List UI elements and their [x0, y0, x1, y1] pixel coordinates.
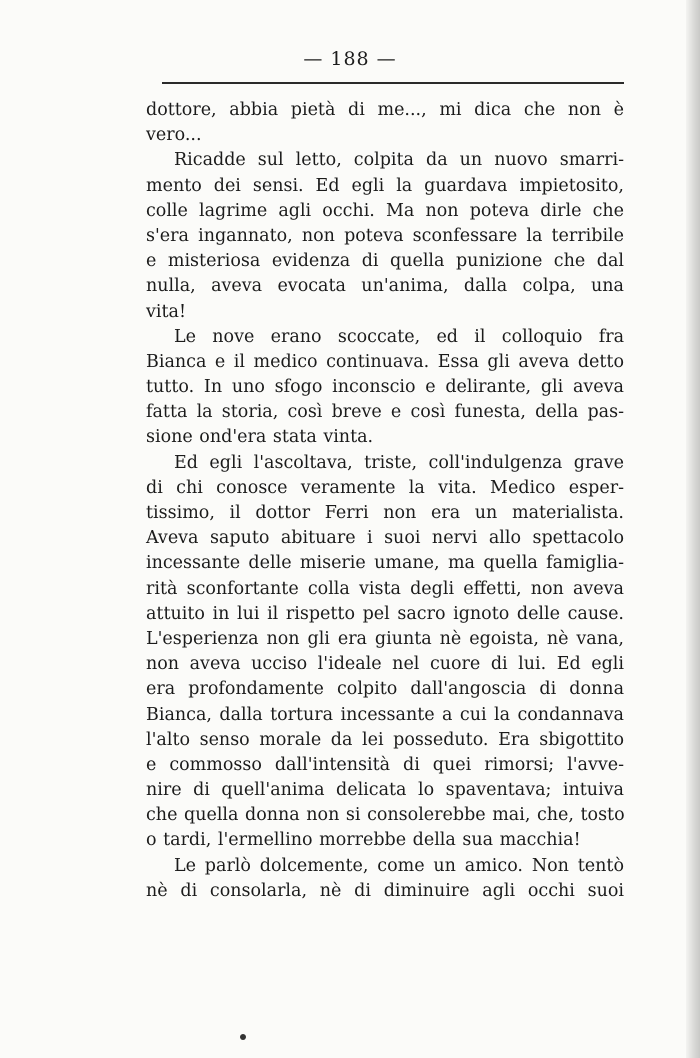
text-line: fatta la storia, così breve e così funesta, della pas-	[146, 402, 624, 423]
text-line: e misteriosa evidenza di quella punizione che dal	[146, 251, 624, 272]
text-line: Ed egli l'ascoltava, triste, coll'indulgenza grave	[174, 452, 624, 473]
text-line: dottore, abbia pietà di me..., mi dica che non è	[146, 100, 624, 120]
body-text	[146, 98, 624, 904]
text-line: che quella donna non si consolerebbe mai, che, tosto	[146, 805, 625, 826]
text-line: sione ond'era stata vinta.	[146, 427, 374, 448]
text-line: attuito in lui il rispetto pel sacro ignoto delle cause.	[146, 603, 624, 624]
text-line: di chi conosce veramente la vita. Medico esper-	[146, 477, 624, 498]
text-line: s'era ingannato, non poteva sconfessare la terribile	[146, 225, 624, 246]
text-line: non aveva ucciso l'ideale nel cuore di lui. Ed egli	[146, 654, 624, 675]
text-line: nulla, aveva evocata un'anima, dalla colpa, una	[146, 276, 624, 297]
ink-speck	[240, 1034, 246, 1040]
page-number: — 188 —	[303, 48, 397, 70]
text-line: nè di consolarla, nè di diminuire agli occhi suoi	[146, 880, 624, 901]
text-line: tissimo, il dottor Ferri non era un materialista.	[146, 503, 624, 523]
text-line: vita!	[146, 301, 186, 322]
text-line: colle lagrime agli occhi. Ma non poteva dirle che	[146, 200, 624, 221]
text-line: rità sconfortante colla vista degli effetti, non aveva	[146, 578, 624, 599]
text-line: Le nove erano scoccate, ed il colloquio fra	[174, 326, 624, 347]
text-line: vero...	[146, 125, 202, 146]
text-line: Bianca e il medico continuava. Essa gli aveva detto	[146, 351, 624, 372]
text-line: Ricadde sul letto, colpita da un nuovo smarri-	[174, 150, 624, 171]
text-line: mento dei sensi. Ed egli la guardava impietosito,	[146, 175, 624, 196]
text-line: tutto. In uno sfogo inconscio e delirante, gli aveva	[146, 377, 624, 398]
page-edge-shadow	[686, 0, 700, 1058]
text-line: l'alto senso morale da lei posseduto. Era sbigottito	[146, 729, 624, 750]
text-line: incessante delle miserie umane, ma quella famiglia-	[146, 553, 624, 574]
text-line: Bianca, dalla tortura incessante a cui la condannava	[146, 704, 624, 725]
header-rule	[162, 82, 624, 84]
text-line: nire di quell'anima delicata lo spaventava; intuiva	[146, 780, 624, 801]
text-line: L'esperienza non gli era giunta nè egoista, nè vana,	[146, 628, 624, 649]
text-line: o tardi, l'ermellino morrebbe della sua macchia!	[146, 830, 581, 851]
text-line: era profondamente colpito dall'angoscia di donna	[146, 679, 624, 700]
text-line: Aveva saputo abituare i suoi nervi allo spettacolo	[146, 528, 624, 549]
text-line: Le parlò dolcemente, come un amico. Non tentò	[174, 855, 624, 876]
text-line: e commosso dall'intensità di quei rimorsi; l'avve-	[146, 754, 624, 775]
